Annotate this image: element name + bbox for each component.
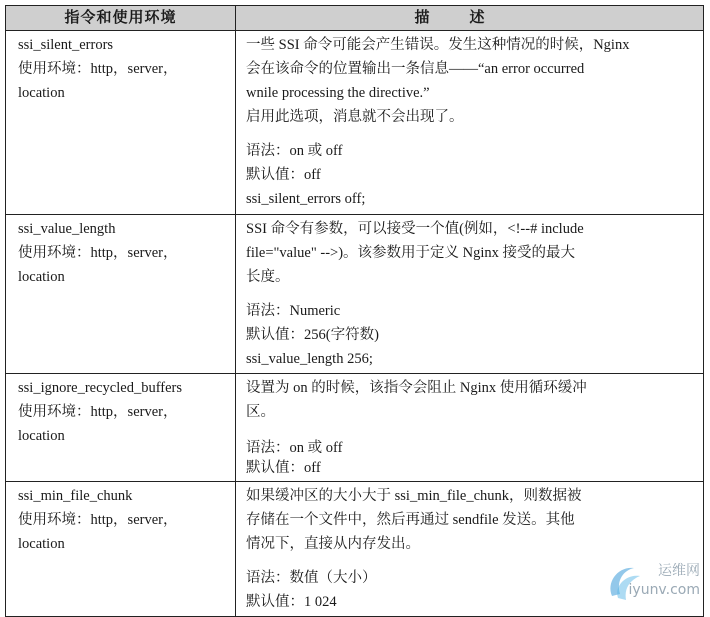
syntax-line: 语法：on 或 off bbox=[246, 143, 343, 159]
directive-cell bbox=[6, 215, 236, 374]
directive-context: 使用环境：http，server， bbox=[18, 512, 178, 528]
directive-name: ssi_min_file_chunk bbox=[18, 488, 133, 504]
directive-context-cont: location bbox=[18, 269, 65, 285]
example-line: ssi_value_length 256; bbox=[246, 351, 373, 367]
directive-name: ssi_value_length bbox=[18, 221, 116, 237]
directive-context-cont: location bbox=[18, 536, 65, 552]
description-line: 启用此选项，消息就不会出现了。 bbox=[246, 109, 464, 125]
directive-context-cont: location bbox=[18, 85, 65, 101]
directive-context-cont: location bbox=[18, 428, 65, 444]
directive-context: 使用环境：http，server， bbox=[18, 404, 178, 420]
syntax-line: 语法：Numeric bbox=[246, 303, 341, 319]
description-line: SSI 命令有参数，可以接受一个值(例如，<!--# include bbox=[246, 221, 584, 237]
description-line: 会在该命令的位置输出一条信息——“an error occurred bbox=[246, 61, 585, 77]
watermark-text: 运维网 bbox=[658, 563, 700, 579]
header-description: 描述 bbox=[236, 6, 704, 31]
description-cell bbox=[236, 374, 704, 482]
table-header-row bbox=[6, 6, 704, 31]
directive-cell bbox=[6, 374, 236, 482]
description-line: 存储在一个文件中，然后再通过 sendfile 发送。其他 bbox=[246, 512, 575, 528]
description-line: 情况下，直接从内存发出。 bbox=[246, 536, 420, 552]
description-line: 区。 bbox=[246, 404, 275, 420]
default-line: 默认值：256(字符数) bbox=[246, 327, 379, 343]
spacer bbox=[246, 424, 693, 438]
watermark-url: iyunv.com bbox=[628, 582, 700, 598]
description-cell bbox=[236, 31, 704, 215]
directives-table bbox=[5, 5, 704, 617]
spacer bbox=[246, 129, 693, 139]
description-line: 长度。 bbox=[246, 269, 290, 285]
directive-name: ssi_ignore_recycled_buffers bbox=[18, 380, 183, 396]
description-line: 如果缓冲区的大小大于 ssi_min_file_chunk，则数据被 bbox=[246, 488, 582, 504]
description-line: wnile processing the directive.” bbox=[246, 85, 430, 101]
directive-cell bbox=[6, 31, 236, 215]
header-directive-context: 指令和使用环境 bbox=[6, 6, 236, 31]
default-line: 默认值：off bbox=[246, 167, 321, 183]
description-cell bbox=[236, 215, 704, 374]
syntax-line: 语法：数值（大小） bbox=[246, 570, 377, 586]
description-line: 设置为 on 的时候，该指令会阻止 Nginx 使用循环缓冲 bbox=[246, 380, 587, 396]
directive-name: ssi_silent_errors bbox=[18, 37, 114, 53]
default-line: 默认值：off bbox=[246, 460, 321, 476]
syntax-line: 语法：on 或 off bbox=[246, 440, 343, 456]
description-line: file="value" -->)。该参数用于定义 Nginx 接受的最大 bbox=[246, 245, 576, 261]
table-row bbox=[6, 31, 704, 215]
table-row bbox=[6, 482, 704, 617]
default-line: 默认值：1 024 bbox=[246, 594, 337, 610]
directive-context: 使用环境：http，server， bbox=[18, 61, 178, 77]
table-row bbox=[6, 215, 704, 374]
description-line: 一些 SSI 命令可能会产生错误。发生这种情况的时候，Nginx bbox=[246, 37, 630, 53]
directive-context: 使用环境：http，server， bbox=[18, 245, 178, 261]
watermark bbox=[604, 558, 704, 608]
directive-cell bbox=[6, 482, 236, 617]
spacer bbox=[246, 289, 693, 299]
table-row bbox=[6, 374, 704, 482]
example-line: ssi_silent_errors off; bbox=[246, 191, 366, 207]
